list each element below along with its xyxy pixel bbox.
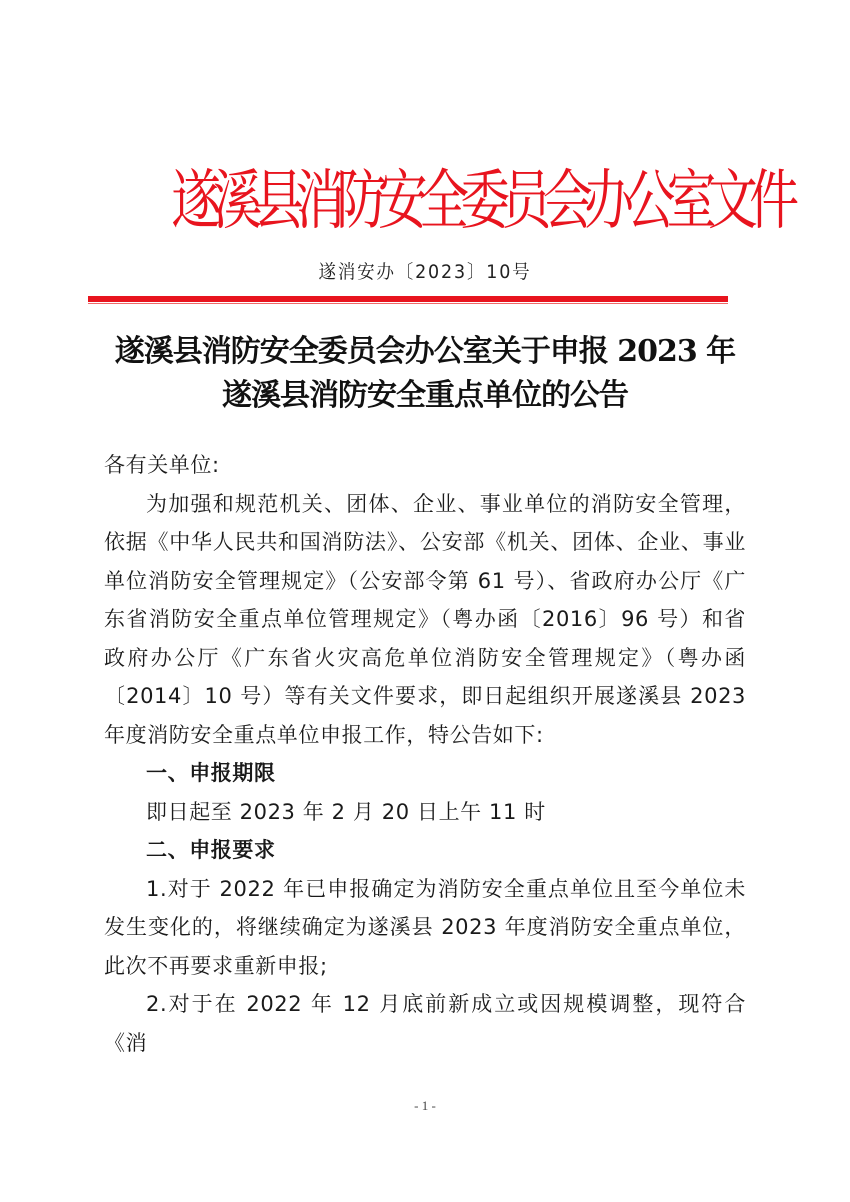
page-number: - 1 - (414, 1098, 436, 1113)
announcement-title (60, 330, 790, 418)
section-heading-deadline: 一、申报期限 (146, 761, 276, 785)
salutation: 各有关单位: (104, 453, 220, 477)
intro-paragraph: 为加强和规范机关、团体、企业、事业单位的消防安全管理，依据《中华人民共和国消防法》、公安部《机关、团体、企业、事业单位消防安全管理规定》（公安部令第 61 号）、省政府办公厅《广东省消防安全重点单位管理规定》（粤办函〔2016〕96 号）和省政府办公厅《广东省火灾高危单位消防安全管理规定》（粤办函〔2014〕10 号）等有关文件要求，即日起组织开展遂溪县 2023 年度消防安全重点单位申报工作，特公告如下: (104, 491, 746, 747)
section-heading-requirements: 二、申报要求 (146, 838, 276, 862)
document-number: 遂消安办〔2023〕10号 (318, 261, 532, 283)
requirement-paragraph-1: 1.对于 2022 年已申报确定为消防安全重点单位且至今单位未发生变化的，将继续确定为遂溪县 2023 年度消防安全重点单位，此次不再要求重新申报; (104, 876, 746, 978)
document-body (104, 446, 746, 1062)
deadline-paragraph: 即日起至 2023 年 2 月 20 日上午 11 时 (146, 799, 546, 824)
announcement-title-line-2: 遂溪县消防安全重点单位的公告 (222, 378, 628, 413)
requirement-paragraph-2: 2.对于在 2022 年 12 月底前新成立或因规模调整，现符合《消 (104, 992, 746, 1055)
issuer-header-title: 遂溪县消防安全委员会办公室文件 (171, 161, 791, 239)
red-divider-line (88, 296, 728, 302)
announcement-title-line-1: 遂溪县消防安全委员会办公室关于申报 2023 年 (114, 334, 736, 369)
red-divider-thin-line (88, 303, 728, 304)
